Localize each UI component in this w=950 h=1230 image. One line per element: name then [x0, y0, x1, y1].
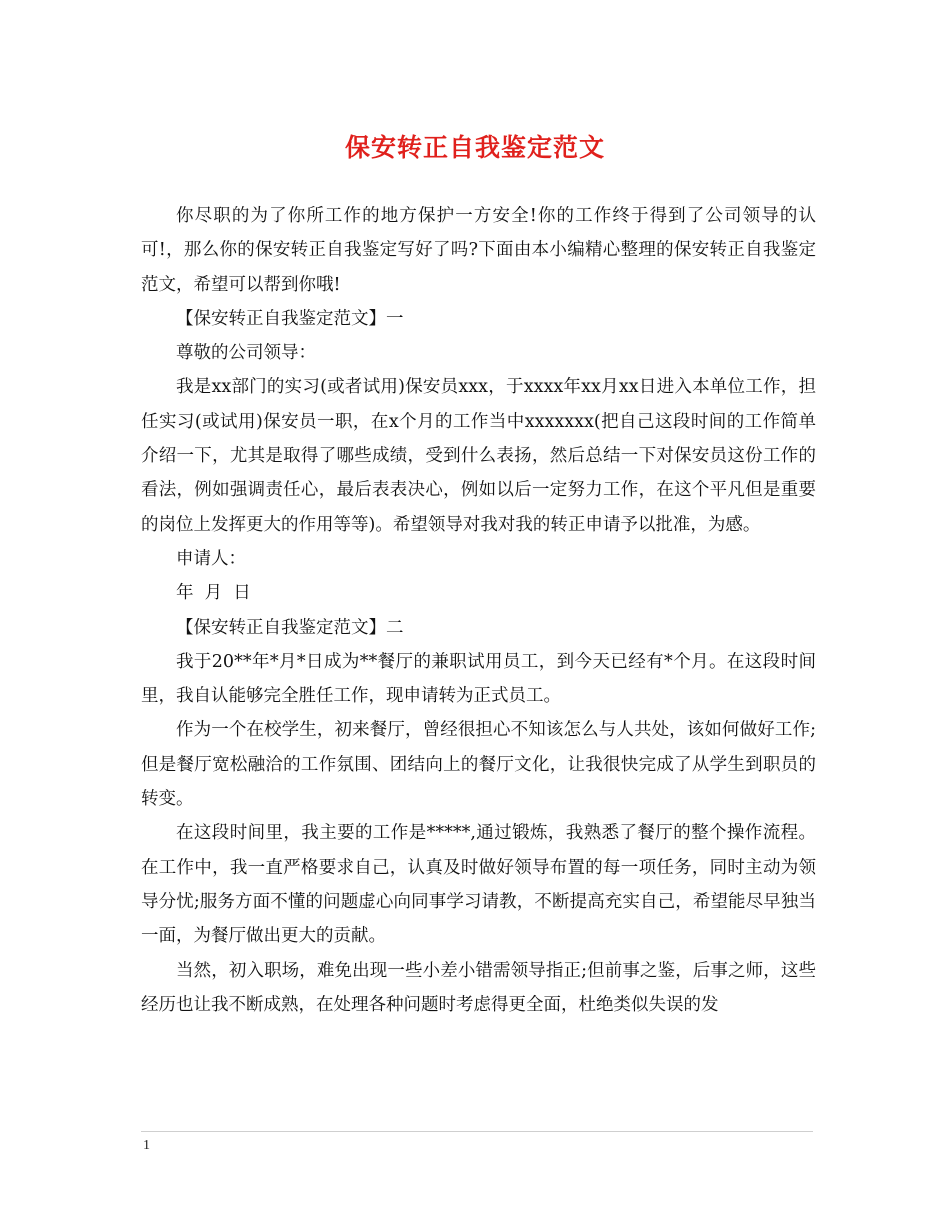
paragraph: 作为一个在校学生，初来餐厅，曾经很担心不知该怎么与人共处，该如何做好工作;但是餐厅宽松融洽的工作氛围、团结向上的餐厅文化，让我很快完成了从学生到职员的转变。	[141, 720, 816, 810]
page-number: 1	[143, 1138, 150, 1153]
paragraph-intro: 你尽职的为了你所工作的地方保护一方安全!你的工作终于得到了公司领导的认可!，那么你的保安转正自我鉴定写好了吗?下面由本小编精心整理的保安转正自我鉴定范文，希望可以帮到你哦!	[141, 206, 816, 295]
applicant-line: 申请人：	[176, 548, 246, 569]
paragraph: 当然，初入职场，难免出现一些小差小错需领导指正;但前事之鉴，后事之师，这些经历也让我不断成熟，在处理各种问题时考虑得更全面，杜绝类似失误的发	[141, 960, 816, 1015]
document-title: 保安转正自我鉴定范文	[344, 133, 605, 162]
date-line: 年 月 日	[176, 583, 251, 604]
salutation: 尊敬的公司领导：	[176, 343, 316, 364]
section-heading-2: 【保安转正自我鉴定范文】二	[176, 617, 404, 638]
paragraph: 我是xx部门的实习(或者试用)保安员xxx，于xxxx年xx月xx日进入本单位工作，担任实习(或试用)保安员一职，在x个月的工作当中xxxxxxx(把自己这段时间的工作简单介绍一下，尤其是取得了哪些成绩，受到什么表扬，然后总结一下对保安员这份工作的看法，例如强调责任心，最后表表决心，例如以后一定努力工作，在这个平凡但是重要的岗位上发挥更大的作用等等)。希望领导对我对我的转正申请予以批准，为感。	[141, 377, 816, 535]
section-heading-1: 【保安转正自我鉴定范文】一	[176, 308, 404, 329]
paragraph: 我于20**年*月*日成为**餐厅的兼职试用员工，到今天已经有*个月。在这段时间里，我自认能够完全胜任工作，现申请转为正式员工。	[141, 651, 816, 707]
footer-rule	[141, 1131, 813, 1132]
paragraph: 在这段时间里，我主要的工作是*****,通过锻炼，我熟悉了餐厅的整个操作流程。在工作中，我一直严格要求自己，认真及时做好领导布置的每一项任务，同时主动为领导分忧;服务方面不懂的问题虚心向同事学习请教，不断提高充实自己，希望能尽早独当一面，为餐厅做出更大的贡献。	[141, 823, 816, 947]
document-body	[141, 199, 816, 1022]
